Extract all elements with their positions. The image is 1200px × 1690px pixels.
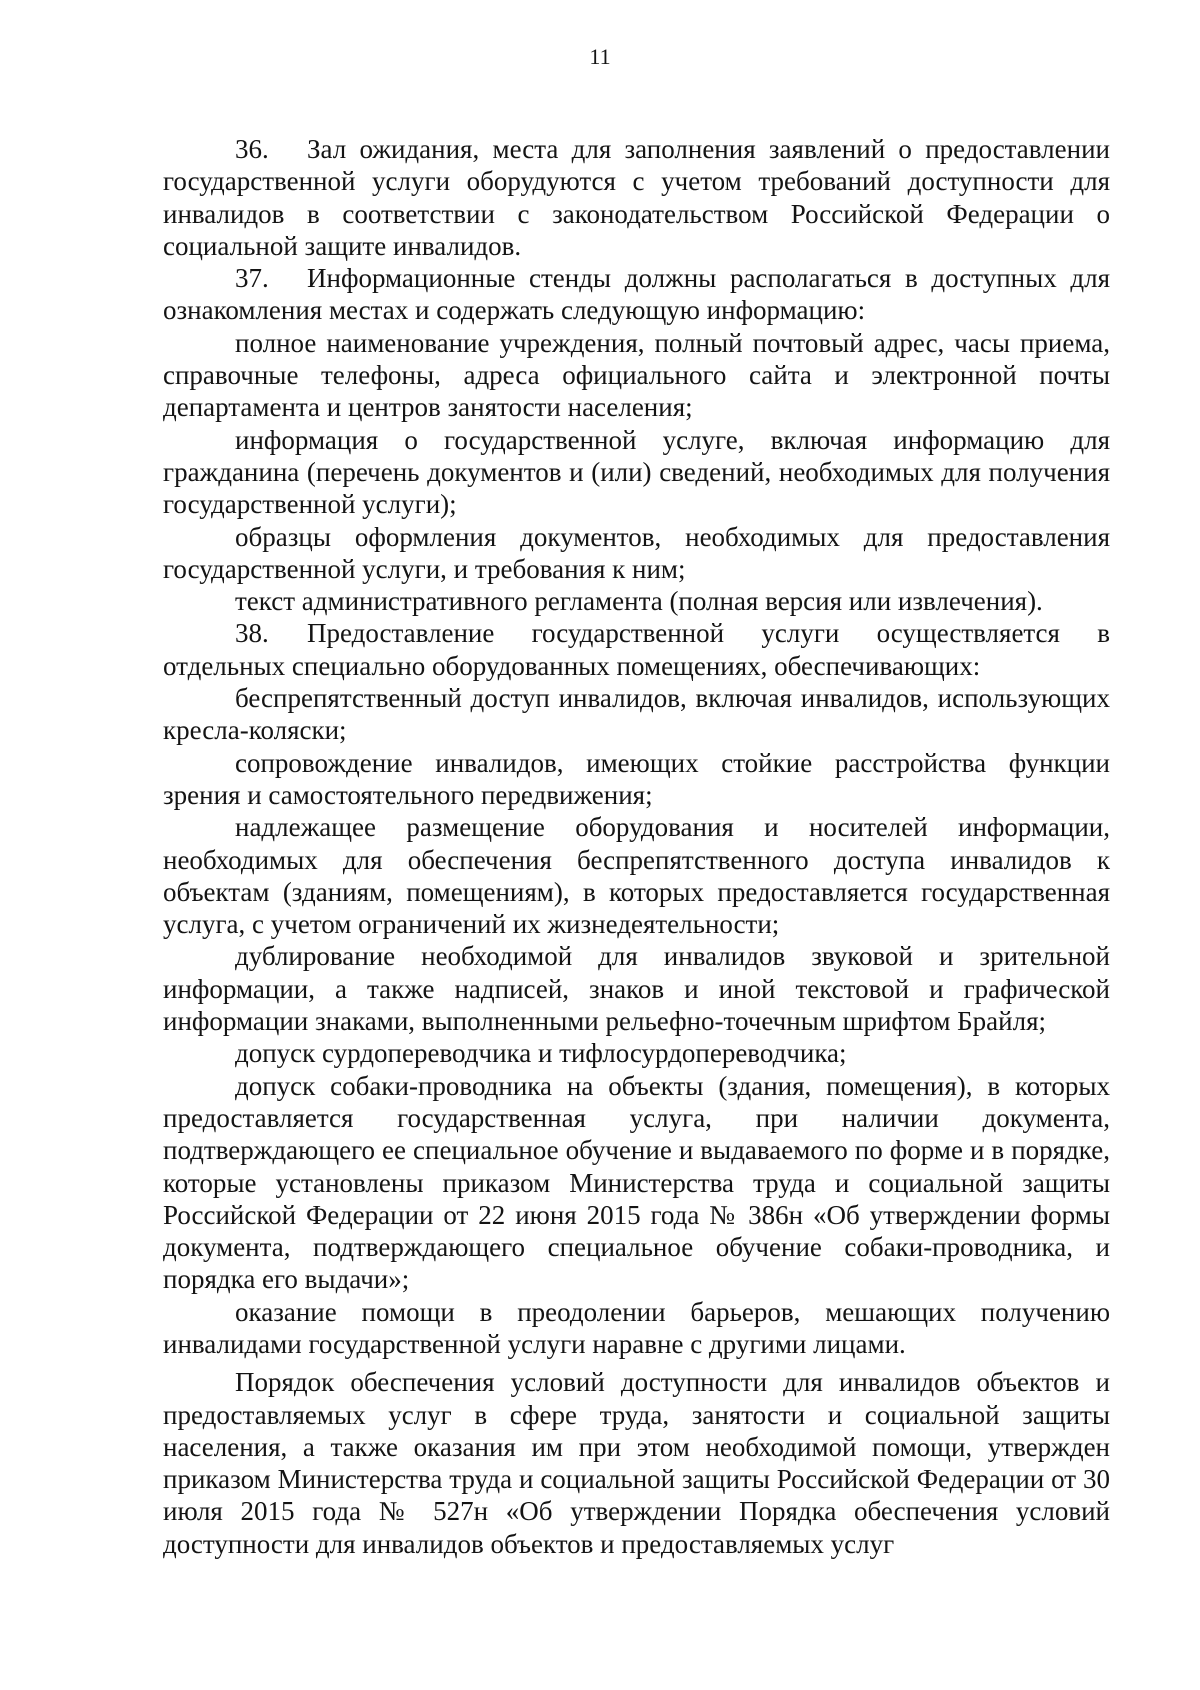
list-item: образцы оформления документов, необходимых для предоставления государственной услуги, и требования к ним; [163, 521, 1110, 584]
document-body [163, 133, 1110, 1560]
closing-paragraph: Порядок обеспечения условий доступности для инвалидов объектов и предоставляемых услуг в сфере труда, занятости и социальной защиты населения, а также оказания им при этом необходимой помощи, утвержден приказом Министерства труда и социальной защиты Российской Федерации от 30 июля 2015 года № 527н «Об утверждении Порядка обеспечения условий доступности для инвалидов объектов и предоставляемых услуг [163, 1367, 1110, 1559]
list-item: допуск сурдопереводчика и тифлосурдопереводчика; [235, 1038, 847, 1069]
paragraph-text: Зал ожидания, места для заполнения заявлений о предоставлении государственной услуги оборудуются с учетом требований доступности для инвалидов в соответствии с законодательством Российской Федерации о социальной защите инвалидов. [163, 134, 1110, 261]
paragraph-number: 36. [235, 134, 269, 164]
list-item: текст административного регламента (полная версия или извлечения). [235, 586, 1043, 617]
list-item: информация о государственной услуге, включая информацию для гражданина (перечень документов и (или) сведений, необходимых для получения государственной услуги); [163, 424, 1110, 520]
paragraph-text: Предоставление государственной услуги осуществляется в отдельных специально оборудованных помещениях, обеспечивающих: [163, 618, 1110, 681]
page-number: 11 [589, 44, 611, 69]
list-item: допуск собаки-проводника на объекты (здания, помещения), в которых предоставляется государственная услуга, при наличии документа, подтверждающего ее специальное обучение и выдаваемого по форме и в порядке, которые установлены приказом Министерства труда и социальной защиты Российской Федерации от 22 июня 2015 года № 386н «Об утверждении формы документа, подтверждающего специальное обучение собаки-проводника, и порядка его выдачи»; [163, 1070, 1110, 1295]
list-item: надлежащее размещение оборудования и носителей информации, необходимых для обеспечения беспрепятственного доступа инвалидов к объектам (зданиям, помещениям), в которых предоставляется государственная услуга, с учетом ограничений их жизнедеятельности; [163, 812, 1110, 940]
paragraph-number: 37. [235, 263, 269, 294]
list-item: оказание помощи в преодолении барьеров, мешающих получению инвалидами государственной услуги наравне с другими лицами. [163, 1296, 1110, 1359]
paragraph-number: 38. [235, 618, 269, 649]
paragraph-36 [163, 133, 1110, 262]
paragraph-38 [163, 617, 1110, 682]
paragraph-37 [163, 262, 1110, 327]
paragraph-text: Информационные стенды должны располагаться в доступных для ознакомления местах и содержать следующую информацию: [163, 263, 1110, 326]
list-item: полное наименование учреждения, полный почтовый адрес, часы приема, справочные телефоны, адреса официального сайта и электронной почты департамента и центров занятости населения; [163, 327, 1110, 423]
list-item: беспрепятственный доступ инвалидов, включая инвалидов, использующих кресла-коляски; [163, 683, 1110, 746]
list-item: сопровождение инвалидов, имеющих стойкие расстройства функции зрения и самостоятельного передвижения; [163, 747, 1110, 810]
list-item: дублирование необходимой для инвалидов звуковой и зрительной информации, а также надписей, знаков и иной текстовой и графической информации знаками, выполненными рельефно-точечным шрифтом Брайля; [163, 941, 1110, 1037]
